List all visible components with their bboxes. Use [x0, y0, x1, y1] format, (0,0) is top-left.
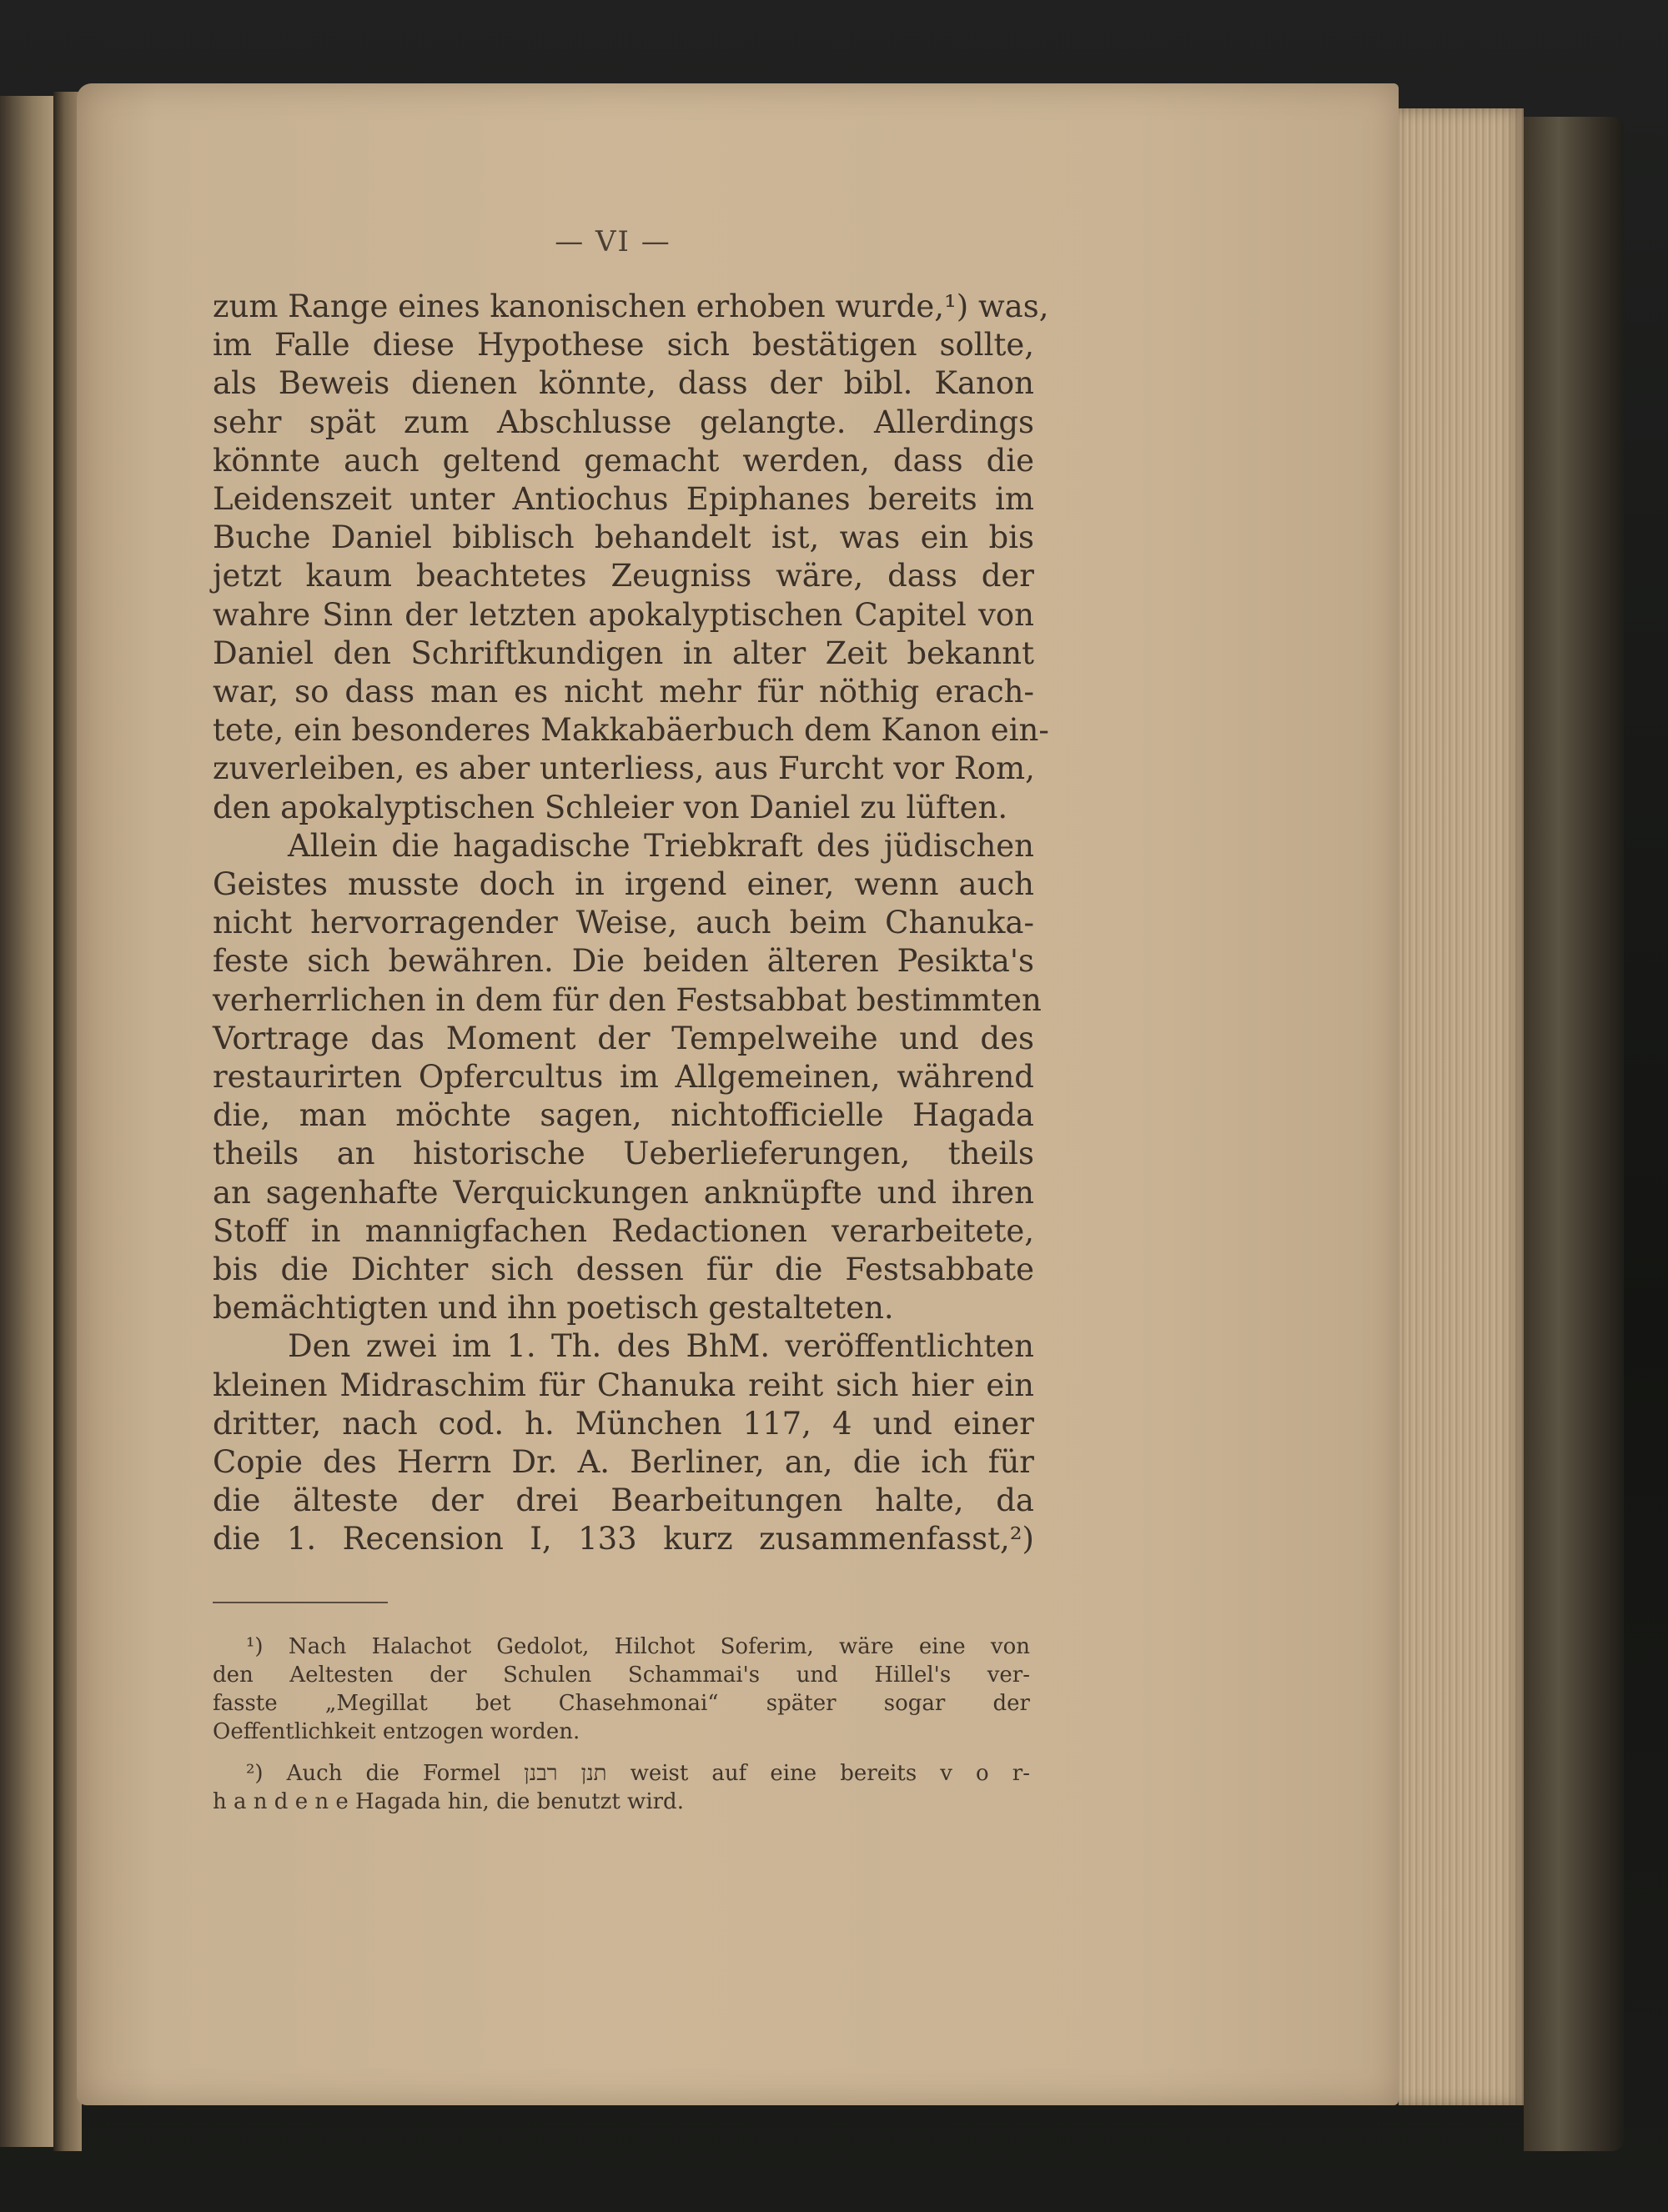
body-line: die, man möchte sagen, nichtofficielle Hagada	[213, 1097, 1034, 1134]
body-line: Geistes musste doch in irgend einer, wenn auch	[213, 866, 1034, 902]
body-line: Daniel den Schriftkundigen in alter Zeit bekannt	[213, 635, 1034, 671]
body-line: feste sich bewähren. Die beiden älteren Pesikta's	[213, 943, 1034, 980]
footnote-line: ²) Auch die Formel תנן רבנן weist auf eine bereits v o r-	[246, 1761, 1031, 1786]
body-line: Allein die hagadische Triebkraft des jüdischen	[288, 827, 1034, 864]
body-line: Copie des Herrn Dr. A. Berliner, an, die ich für	[213, 1444, 1034, 1480]
body-line: wahre Sinn der letzten apokalyptischen Capitel von	[213, 596, 1034, 633]
body-line: war, so dass man es nicht mehr für nöthig erach-	[213, 674, 1034, 710]
body-line: als Beweis dienen könnte, dass der bibl. Kanon	[213, 365, 1034, 402]
body-line: restaurirten Opfercultus im Allgemeinen, während	[213, 1059, 1034, 1095]
footnote-line: ¹) Nach Halachot Gedolot, Hilchot Soferim, wäre eine von	[246, 1634, 1030, 1659]
footnote-line: den Aeltesten der Schulen Schammai's und Hillel's ver-	[213, 1663, 1030, 1688]
body-line: im Falle diese Hypothese sich bestätigen sollte,	[213, 327, 1034, 364]
footnote-line: h a n d e n e Hagada hin, die benutzt wird.	[213, 1789, 684, 1814]
body-line: Stoff in mannigfachen Redactionen verarbeitete,	[213, 1212, 1034, 1249]
body-line: Leidenszeit unter Antiochus Epiphanes bereits im	[213, 481, 1034, 517]
body-line: verherrlichen in dem für den Festsabbat bestimmten	[213, 981, 1042, 1018]
body-line: Den zwei im 1. Th. des BhM. veröffentlichten	[288, 1328, 1034, 1365]
body-line: könnte auch geltend gemacht werden, dass die	[213, 442, 1034, 479]
body-line: tete, ein besonderes Makkabäerbuch dem Kanon ein-	[213, 712, 1049, 749]
page-number: — VI —	[555, 225, 671, 258]
body-line: bis die Dichter sich dessen für die Festsabbate	[213, 1251, 1034, 1287]
footnote-divider	[213, 1602, 388, 1603]
body-line: bemächtigten und ihn poetisch gestalteten.	[213, 1290, 894, 1327]
body-line: sehr spät zum Abschlusse gelangte. Allerdings	[213, 404, 1034, 440]
footnote-line: fasste „Megillat bet Chasehmonai“ später sogar der	[213, 1691, 1030, 1716]
body-line: zum Range eines kanonischen erhoben wurde,¹) was,	[213, 288, 1049, 324]
footnote-line: Oeffentlichkeit entzogen worden.	[213, 1719, 580, 1744]
body-line: Vortrage das Moment der Tempelweihe und des	[213, 1020, 1034, 1056]
body-line: theils an historische Ueberlieferungen, theils	[213, 1136, 1034, 1172]
body-line: jetzt kaum beachtetes Zeugniss wäre, dass der	[213, 558, 1034, 594]
body-line: kleinen Midraschim für Chanuka reiht sich hier ein	[213, 1367, 1034, 1403]
body-line: nicht hervorragender Weise, auch beim Chanuka-	[213, 905, 1034, 941]
body-line: an sagenhafte Verquickungen anknüpfte und ihren	[213, 1174, 1034, 1211]
body-line: zuverleiben, es aber unterliess, aus Furcht vor Rom,	[213, 750, 1035, 787]
body-line: Buche Daniel biblisch behandelt ist, was ein bis	[213, 519, 1034, 556]
body-line: die älteste der drei Bearbeitungen halte, da	[213, 1482, 1034, 1519]
body-line: dritter, nach cod. h. München 117, 4 und einer	[213, 1405, 1034, 1442]
body-line: die 1. Recension I, 133 kurz zusammenfasst,²)	[213, 1521, 1034, 1557]
body-line: den apokalyptischen Schleier von Daniel zu lüften.	[213, 789, 1008, 825]
